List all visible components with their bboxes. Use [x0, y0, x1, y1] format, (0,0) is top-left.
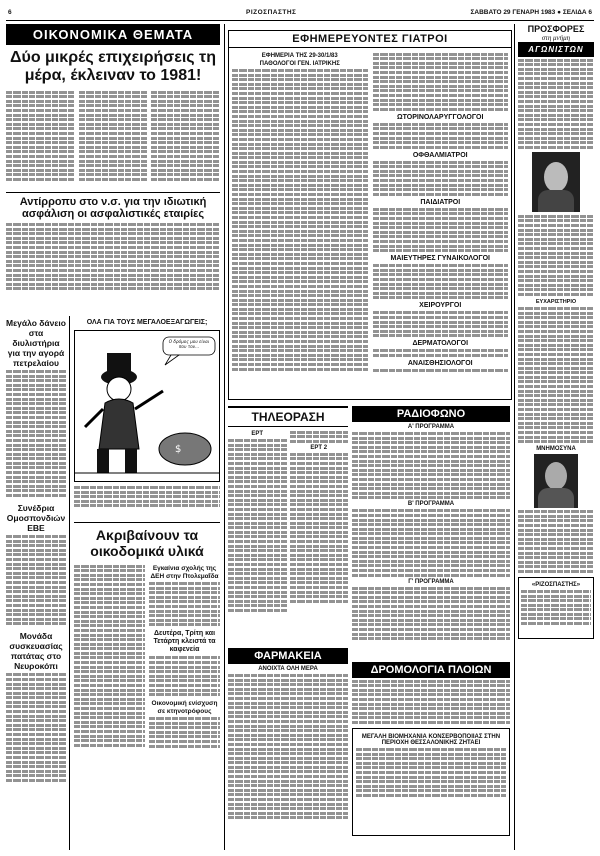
- potato-unit-headline: Μονάδα συσκευασίας πατάτας στο Νευροκόπι: [9, 631, 63, 672]
- radio-program-3: Γ' ΠΡΟΓΡΑΜΜΑ: [408, 578, 454, 585]
- right-column: [518, 24, 594, 850]
- materials-body: [74, 563, 220, 749]
- offers-banner: ΑΓΩΝΙΣΤΩΝ: [518, 42, 594, 57]
- radio-section: [352, 406, 510, 656]
- doctors-surgeons: ΧΕΙΡΟΥΡΓΟΙ: [419, 302, 462, 310]
- radio-title: ΡΑΔΙΟΦΩΝΟ: [352, 406, 510, 422]
- economy-banner: ΟΙΚΟΝΟΜΙΚΑ ΘΕΜΑΤΑ: [6, 24, 220, 45]
- doctors-pediatricians: ΠΑΙΔΙΑΤΡΟΙ: [420, 198, 461, 206]
- memorial-heading: ΜΝΗΜΟΣΥΝΑ: [536, 446, 576, 453]
- doctors-dermatologists: ΔΕΡΜΑΤΟΛΟΓΟΙ: [412, 340, 469, 348]
- tv-section: [228, 406, 348, 642]
- subscription-title: «ΡΙΖΟΣΠΑΣΤΗΣ»: [531, 581, 581, 588]
- ships-section: [352, 662, 510, 850]
- insurance-headline: Αντίρροπυ στο ν.σ. για την ιδιωτική ασφάλιση οι ασφαλιστικές εταιρίες: [19, 196, 207, 220]
- pharmacy-subtitle: ΑΝΟΙΧΤΑ ΟΛΗ ΜΕΡΑ: [258, 666, 318, 672]
- cartoon-illustration: [74, 330, 220, 482]
- svg-text:$: $: [175, 444, 182, 455]
- cartoon-block: [74, 316, 220, 749]
- doctors-section: [228, 30, 512, 400]
- cafes-closed-headline: Δευτέρα, Τρίτη και Τετάρτη κλειστά τα καφενεία: [153, 630, 216, 654]
- cartoon-title: ΟΛΑ ΓΙΑ ΤΟΥΣ ΜΕΓΑΛΟΕΞΑΓΩΓΕΙΣ;: [86, 319, 208, 326]
- pharmacy-section: [228, 648, 348, 850]
- materials-headline: Ακριβαίνουν τα οικοδομικά υλικά: [90, 527, 204, 559]
- doctors-date: ΕΦΗΜΕΡΙΑ ΤΗΣ 29-30/1/83: [261, 53, 338, 59]
- cartoon-caption: [74, 486, 220, 520]
- newspaper-page: [6, 6, 594, 850]
- doctors-anesthesiologists: ΑΝΑΙΣΘΗΣΙΟΛΟΓΟΙ: [407, 359, 473, 367]
- portrait-photo-1: [532, 152, 580, 212]
- tv-ert: ΕΡΤ: [251, 431, 264, 437]
- radio-program-2: Β' ΠΡΟΓΡΑΜΜΑ: [407, 501, 455, 508]
- offers-kicker: ΠΡΟΣΦΟΡΕΣ: [527, 24, 585, 34]
- job-ad-text: ΜΕΓΑΛΗ ΒΙΟΜΗΧΑΝΙΑ ΚΟΝΣΕΡΒΟΠΟΙΙΑΣ ΣΤΗΝ ΠΕΡΙΟΧΗ ΘΕΣΣΑΛΟΝΙΚΗΣ ΖΗΤΑΕΙ: [361, 733, 501, 746]
- cartoon-drawing: [75, 331, 219, 481]
- refinery-loan-headline: Μεγάλο δάνειο στα διυλιστήρια για την αγορά πετρελαίου: [6, 318, 66, 368]
- pharmacy-title: ΦΑΡΜΑΚΕΙΑ: [228, 648, 348, 664]
- radio-program-1: Α' ΠΡΟΓΡΑΜΜΑ: [407, 424, 455, 430]
- economy-body: [6, 89, 220, 189]
- thanks-heading: ΕΥΧΑΡΙΣΤΗΡΙΟ: [535, 298, 577, 305]
- federations-headline: Συνέδρια Ομοσπονδιών ΕΒΕ: [6, 503, 66, 534]
- portrait-photo-2: [534, 454, 578, 508]
- issue-date: ΣΑΒΒΑΤΟ 29 ΓΕΝΑΡΗ 1983 ● ΣΕΛΙΔΑ 6: [470, 9, 592, 16]
- livestock-aid-headline: Οικονομική ενίσχυση σε κτηνοτρόφους: [151, 700, 218, 715]
- cartoon-speech-bubble: Ο δρόμος μου είναι που τον...: [168, 339, 210, 349]
- job-ad-box: [352, 728, 510, 836]
- economy-section: [6, 24, 220, 850]
- economy-headline: Δύο μικρές επιχειρήσεις τη μέρα, έκλειναν το 1981!: [10, 49, 216, 84]
- tv-ert2: ΕΡΤ 2: [310, 444, 328, 451]
- doctors-pathologists: ΠΑΘΟΛΟΓΟΙ ΓΕΝ. ΙΑΤΡΙΚΗΣ: [259, 61, 340, 67]
- tv-title: ΤΗΛΕΟΡΑΣΗ: [228, 406, 348, 427]
- doctors-ophthalmologists: ΟΦΘΑΛΜΙΑΤΡΟΙ: [412, 151, 468, 159]
- doctors-title: ΕΦΗΜΕΡΕΥΟΝΤΕΣ ΓΙΑΤΡΟΙ: [229, 31, 511, 48]
- page-number: 6: [8, 9, 12, 16]
- running-head: [6, 6, 594, 21]
- masthead-name: ΡΙΖΟΣΠΑΣΤΗΣ: [246, 9, 297, 16]
- economy-narrow-column: [6, 316, 66, 850]
- dei-school-headline: Εγκαίνια σχολής της ΔΕΗ στην Πτολεμαΐδα: [150, 565, 219, 580]
- subscription-box: [518, 577, 594, 639]
- ships-title: ΔΡΟΜΟΛΟΓΙΑ ΠΛΟΙΩΝ: [352, 662, 510, 678]
- insurance-body: [6, 223, 220, 298]
- offers-kicker2: στη μνήμη: [541, 34, 571, 42]
- doctors-gynecologists: ΜΑΙΕΥΤΗΡΕΣ ΓΥΝΑΙΚΟΛΟΓΟΙ: [390, 255, 490, 263]
- doctors-ent: ΩΤΟΡΙΝΟΛΑΡΥΓΓΟΛΟΓΟΙ: [397, 113, 484, 121]
